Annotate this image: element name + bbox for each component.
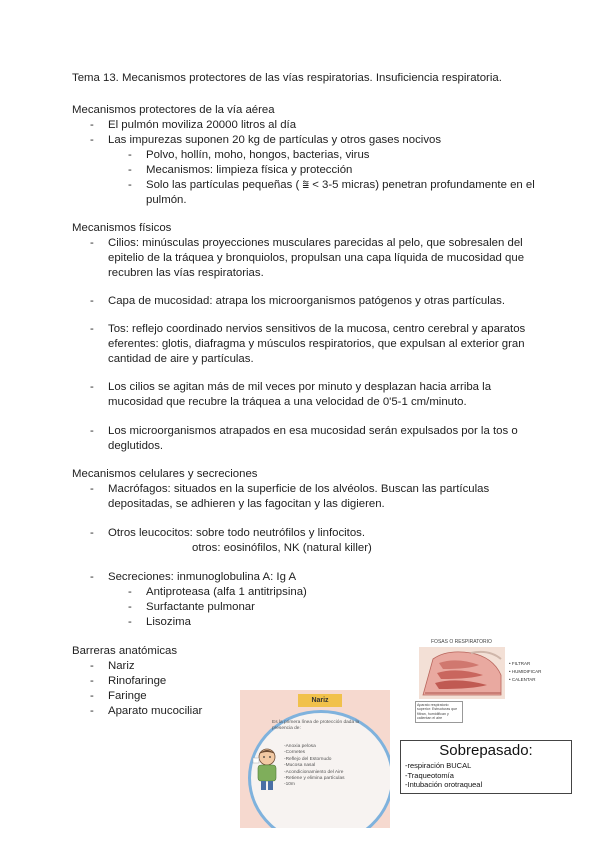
paragraph-line: mucosidad que recubre la tráquea a una velocidad de 0'5-1 cm/minuto. <box>108 396 467 408</box>
section-heading-physical: Mecanismos físicos <box>72 222 172 234</box>
paragraph-line: deglutidos. <box>108 440 164 452</box>
list-item: -Mucosa nasal <box>284 763 316 769</box>
sub-list-item: Solo las partículas pequeñas ( ⩰ < 3-5 micras) penetran profundamente en el <box>146 179 535 191</box>
nasal-cavity-illustration <box>413 645 509 701</box>
paragraph-line: otros: eosinófilos, NK (natural killer) <box>192 542 372 554</box>
list-item: -Reflejo del Estornudo <box>284 756 332 762</box>
list-item: -Acondicionamiento del Aire <box>284 769 344 775</box>
paragraph-line: cantidad de aire y partículas. <box>108 353 254 365</box>
paragraph-line: Capa de mucosidad: atrapa los microorganismos patógenos y otras partículas. <box>108 295 505 307</box>
boy-sneezing-icon <box>252 746 282 792</box>
list-item: -respiración BUCAL <box>405 761 472 770</box>
paragraph-line: Macrófagos: situados en la superficie de los alvéolos. Buscan las partículas <box>108 483 490 495</box>
bullet-dash: - <box>90 705 94 717</box>
figure-label: • CALENTAR <box>509 677 536 682</box>
sobrepasado-title: Sobrepasado: <box>439 742 533 759</box>
paragraph-line: epitelio de la tráquea y bronquiolos, propulsan una capa líquida de mucosidad que <box>108 252 525 264</box>
paragraph-line: Tos: reflejo coordinado nervios sensitivos de la mucosa, centro cerebral y aparatos <box>108 323 526 335</box>
figure-caption: Aparato respiratorio superior: Estructuras que filtran, humidifican y calientan el aire <box>415 701 463 723</box>
section-heading-airway: Mecanismos protectores de la vía aérea <box>72 104 275 116</box>
list-item: Faringe <box>108 690 147 702</box>
bullet-dash: - <box>90 675 94 687</box>
bullet-dash: - <box>90 134 94 146</box>
paragraph-line: Los cilios se agitan más de mil veces por minuto y desplazan hacia arriba la <box>108 381 492 393</box>
bullet-dash: - <box>90 237 94 249</box>
bullet-dash: - <box>128 586 132 598</box>
bullet-dash: - <box>128 164 132 176</box>
list-item: -Intubación orotraqueal <box>405 780 483 789</box>
bullet-dash: - <box>90 527 94 539</box>
bullet-dash: - <box>128 179 132 191</box>
nariz-infographic <box>240 690 390 828</box>
bullet-dash: - <box>90 381 94 393</box>
figure-title: FOSAS O RESPIRATORIO <box>431 639 492 645</box>
list-item: Rinofaringe <box>108 675 167 687</box>
bullet-dash: - <box>90 295 94 307</box>
bullet-dash: - <box>128 149 132 161</box>
list-item: -Retiene y elimina partículas <box>284 776 345 782</box>
list-item: Aparato mucociliar <box>108 705 203 717</box>
nariz-list <box>284 744 345 789</box>
bullet-dash: - <box>90 483 94 495</box>
sobrepasado-card <box>400 740 572 794</box>
nariz-intro: Es la primera línea de protección dada la presencia de: <box>272 720 360 731</box>
bullet-dash: - <box>90 323 94 335</box>
list-item: Nariz <box>108 660 135 672</box>
section-heading-cellular: Mecanismos celulares y secreciones <box>72 468 258 480</box>
figure-label: • FILTRAR <box>509 661 531 666</box>
bullet-dash: - <box>90 425 94 437</box>
document-title: Tema 13. Mecanismos protectores de las vías respiratorias. Insuficiencia respiratoria. <box>72 72 502 84</box>
figure-label: • HUMIDIFICAR <box>509 669 542 674</box>
nariz-title: Nariz <box>298 694 342 707</box>
list-item: -Cornetes <box>284 750 306 756</box>
sobrepasado-list <box>405 761 482 790</box>
list-item: -10m <box>284 782 295 788</box>
list-item: -Anoxia pelosa <box>284 744 316 749</box>
sub-list-item: Polvo, hollín, moho, hongos, bacterias, virus <box>146 149 370 161</box>
sub-list-item: Mecanismos: limpieza física y protección <box>146 164 353 176</box>
paragraph-line: Los microorganismos atrapados en esa mucosidad serán expulsados por la tos o <box>108 425 518 437</box>
bullet-dash: - <box>90 660 94 672</box>
bullet-dash: - <box>90 571 94 583</box>
list-item: -Traqueotomía <box>405 770 454 780</box>
paragraph-line: Cilios: minúsculas proyecciones musculares parecidas al pelo, que sobresalen del <box>108 237 523 249</box>
list-item: Las impurezas suponen 20 kg de partículas y otros gases nocivos <box>108 134 442 146</box>
bullet-dash: - <box>128 616 132 628</box>
bullet-dash: - <box>90 119 94 131</box>
paragraph-line: depositadas, se adhieren y las fagocitan y las digieren. <box>108 498 385 510</box>
bullet-dash: - <box>128 601 132 613</box>
paragraph-line: recubren las vías respiratorias. <box>108 267 264 279</box>
section-heading-barriers: Barreras anatómicas <box>72 645 178 657</box>
bullet-dash: - <box>90 690 94 702</box>
paragraph-line: Otros leucocitos: sobre todo neutrófilos y linfocitos. <box>108 527 366 539</box>
nose-anatomy-figure <box>413 639 571 723</box>
sub-list-item: Surfactante pulmonar <box>146 601 255 613</box>
paragraph-line: eferentes: glotis, diafragma y músculos respiratorios, que expulsan al exterior gran <box>108 338 525 350</box>
sub-list-item: Lisozima <box>146 616 191 628</box>
sub-list-item: Antiproteasa (alfa 1 antitripsina) <box>146 586 307 598</box>
paragraph-line: Secreciones: inmunoglobulina A: Ig A <box>108 571 297 583</box>
list-item: El pulmón moviliza 20000 litros al día <box>108 119 297 131</box>
sub-list-item-continuation: pulmón. <box>146 194 187 206</box>
